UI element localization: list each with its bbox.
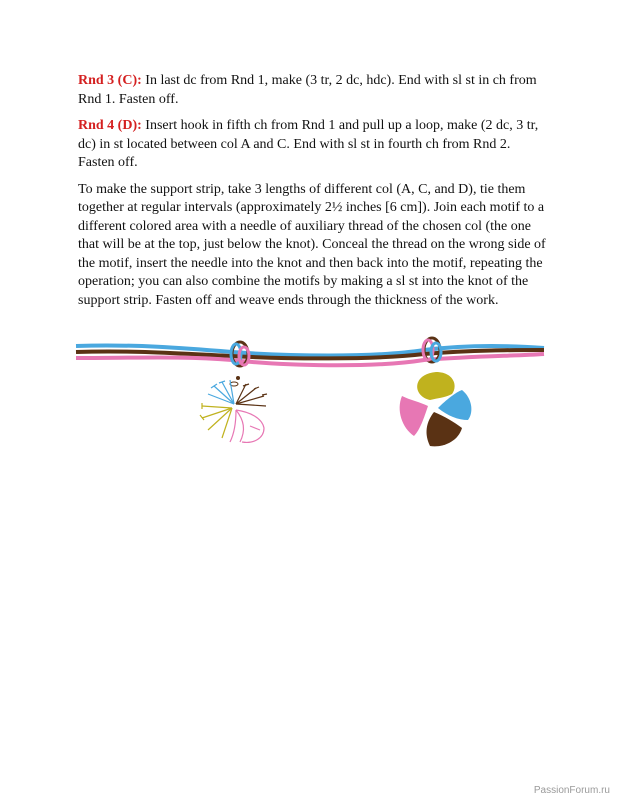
rnd4-label: Rnd 4 (D):	[78, 118, 142, 133]
motif-pink-segment	[400, 396, 428, 436]
rnd3-label: Rnd 3 (C):	[78, 73, 142, 88]
support-strip-paragraph: To make the support strip, take 3 lengths of different col (A, C, and D), tie them together at regular intervals (approximately 2½ inches [6 cm]). Join each motif to a different colored area with a needle of auxiliary thread of the chosen col (the one that will be at the top, just below the knot). Conceal the thread on the wrong side of the motif, insert the needle into the knot and then back into the motif, repeating the operation; you can also combine the motifs by making a sl st into the knot of the support strip. Fasten off and weave ends through the thickness of the work.	[78, 181, 546, 308]
watermark: PassionForum.ru	[533, 785, 610, 796]
colored-motif	[400, 372, 472, 446]
rnd4-paragraph	[78, 117, 548, 173]
support-strip-illustration	[74, 334, 546, 458]
rnd3-text: In last dc from Rnd 1, make (3 tr, 2 dc, hdc). End with sl st in ch from Rnd 1. Fasten off.	[78, 73, 537, 107]
support-cords	[76, 345, 544, 365]
rnd3-paragraph	[78, 72, 548, 109]
crochet-chart-motif	[200, 376, 267, 442]
motif-olive-segment	[417, 372, 454, 400]
instructions-text	[78, 72, 548, 318]
rnd4-text: Insert hook in fifth ch from Rnd 1 and pull up a loop, make (2 dc, 3 tr, dc) in st located between col A and C. End with sl st in fourth ch from Rnd 2. Fasten off.	[78, 118, 539, 170]
